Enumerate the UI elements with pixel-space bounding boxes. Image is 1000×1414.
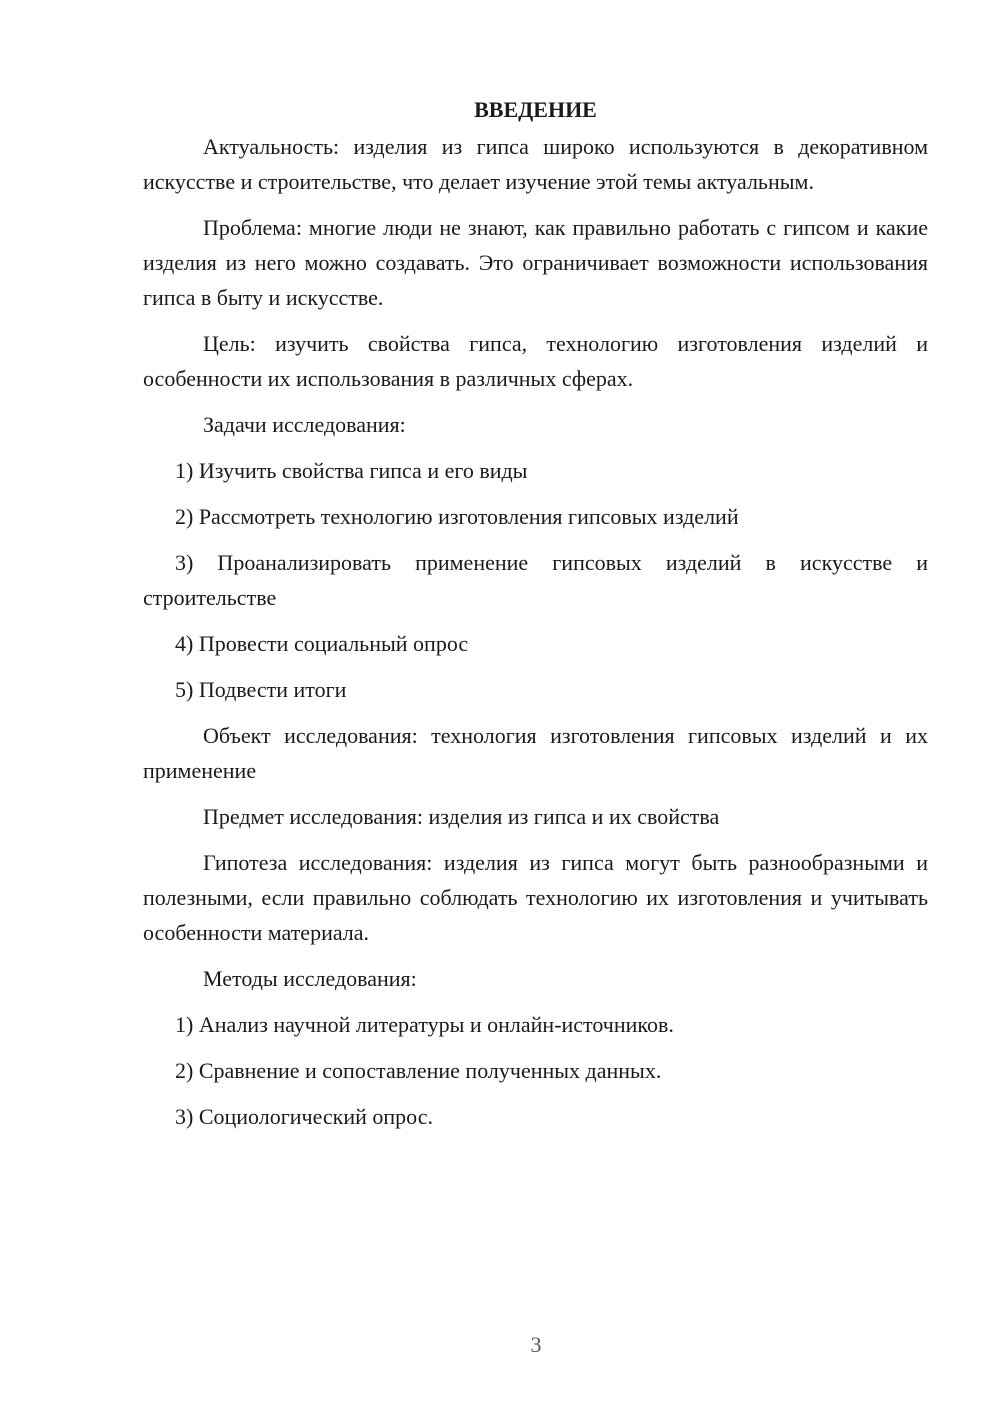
tasks-heading: Задачи исследования: [203,412,406,437]
problem-paragraph: Проблема: многие люди не знают, как правильно работать с гипсом и какие изделия из него можно создавать. Это ограничивает возможности использования гипса в быту и искусстве. [143,215,928,310]
goal-paragraph: Цель: изучить свойства гипса, технологию изготовления изделий и особенности их использования в различных сферах. [143,331,928,391]
task-item: 5) Подвести итоги [175,677,347,702]
document-page [143,92,928,1145]
method-item: 3) Социологический опрос. [175,1104,433,1129]
page-number: 3 [530,1332,542,1357]
method-item: 1) Анализ научной литературы и онлайн-источников. [175,1012,674,1037]
task-item: 1) Изучить свойства гипса и его виды [175,458,528,483]
task-item: 2) Рассмотреть технологию изготовления гипсовых изделий [175,504,739,529]
methods-heading: Методы исследования: [203,966,417,991]
section-title: ВВЕДЕНИЕ [474,97,597,122]
method-item: 2) Сравнение и сопоставление полученных данных. [175,1058,662,1083]
task-item: 3) Проанализировать применение гипсовых изделий в искусстве и строительстве [143,550,928,610]
hypothesis-paragraph: Гипотеза исследования: изделия из гипса могут быть разнообразными и полезными, если правильно соблюдать технологию их изготовления и учитывать особенности материала. [143,850,928,945]
object-paragraph: Объект исследования: технология изготовления гипсовых изделий и их применение [143,723,928,783]
subject-paragraph: Предмет исследования: изделия из гипса и их свойства [203,804,720,829]
actuality-paragraph: Актуальность: изделия из гипса широко используются в декоративном искусстве и строительстве, что делает изучение этой темы актуальным. [143,134,928,194]
task-item: 4) Провести социальный опрос [175,631,469,656]
